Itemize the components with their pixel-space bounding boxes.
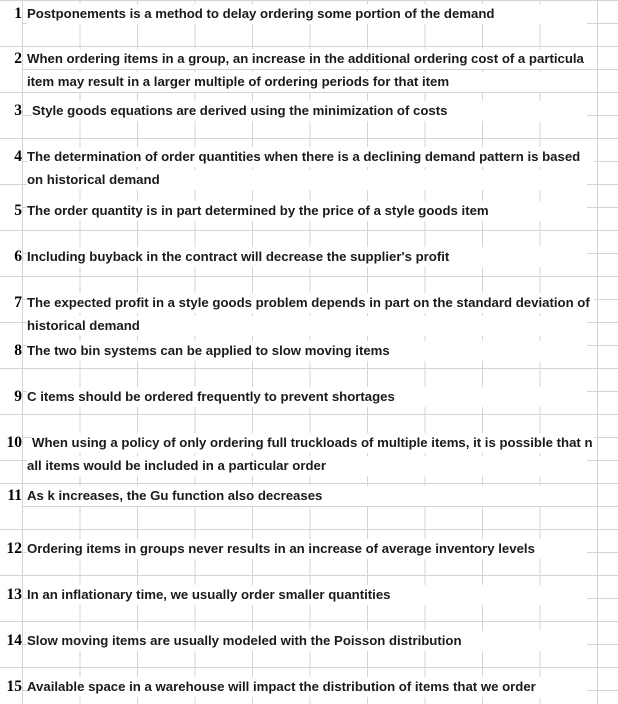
question-text[interactable]: As k increases, the Gu function also decreases — [27, 486, 587, 506]
question-text[interactable]: C items should be ordered frequently to prevent shortages — [27, 387, 587, 407]
question-text[interactable]: When ordering items in a group, an increase in the additional ordering cost of a particula — [27, 49, 594, 69]
row-number: 10 — [0, 432, 22, 454]
question-text[interactable]: Slow moving items are usually modeled with the Poisson distribution — [27, 631, 587, 651]
question-text[interactable]: The expected profit in a style goods problem depends in part on the standard deviation of — [27, 293, 594, 313]
question-text[interactable]: The order quantity is in part determined by the price of a style goods item — [27, 201, 587, 221]
question-text[interactable]: Available space in a warehouse will impact the distribution of items that we order — [27, 677, 587, 697]
question-text[interactable]: The determination of order quantities when there is a declining demand pattern is based — [27, 147, 594, 167]
question-text[interactable]: Style goods equations are derived using the minimization of costs — [32, 101, 587, 121]
row-number: 4 — [0, 146, 22, 168]
row-number: 14 — [0, 630, 22, 652]
row-number: 13 — [0, 584, 22, 606]
row-number: 7 — [0, 292, 22, 314]
question-text-continued[interactable]: on historical demand — [27, 170, 587, 190]
row-number: 9 — [0, 386, 22, 408]
question-text[interactable]: When using a policy of only ordering full truckloads of multiple items, it is possible that n — [32, 433, 594, 453]
row-number: 11 — [0, 485, 22, 507]
row-number: 12 — [0, 538, 22, 560]
question-text[interactable]: Postponements is a method to delay ordering some portion of the demand — [27, 4, 587, 24]
question-text-continued[interactable]: item may result in a larger multiple of ordering periods for that item — [27, 72, 587, 92]
row-number: 1 — [0, 3, 22, 25]
question-text[interactable]: In an inflationary time, we usually order smaller quantities — [27, 585, 587, 605]
question-text[interactable]: The two bin systems can be applied to slow moving items — [27, 341, 587, 361]
question-text[interactable]: Including buyback in the contract will decrease the supplier's profit — [27, 247, 587, 267]
question-text-continued[interactable]: all items would be included in a particular order — [27, 456, 587, 476]
question-text[interactable]: Ordering items in groups never results in an increase of average inventory levels — [27, 539, 587, 559]
row-number: 5 — [0, 200, 22, 222]
row-number: 6 — [0, 246, 22, 268]
question-text-continued[interactable]: historical demand — [27, 316, 587, 336]
row-number: 8 — [0, 340, 22, 362]
row-number: 2 — [0, 48, 22, 70]
row-number: 3 — [0, 100, 22, 122]
row-number: 15 — [0, 676, 22, 698]
